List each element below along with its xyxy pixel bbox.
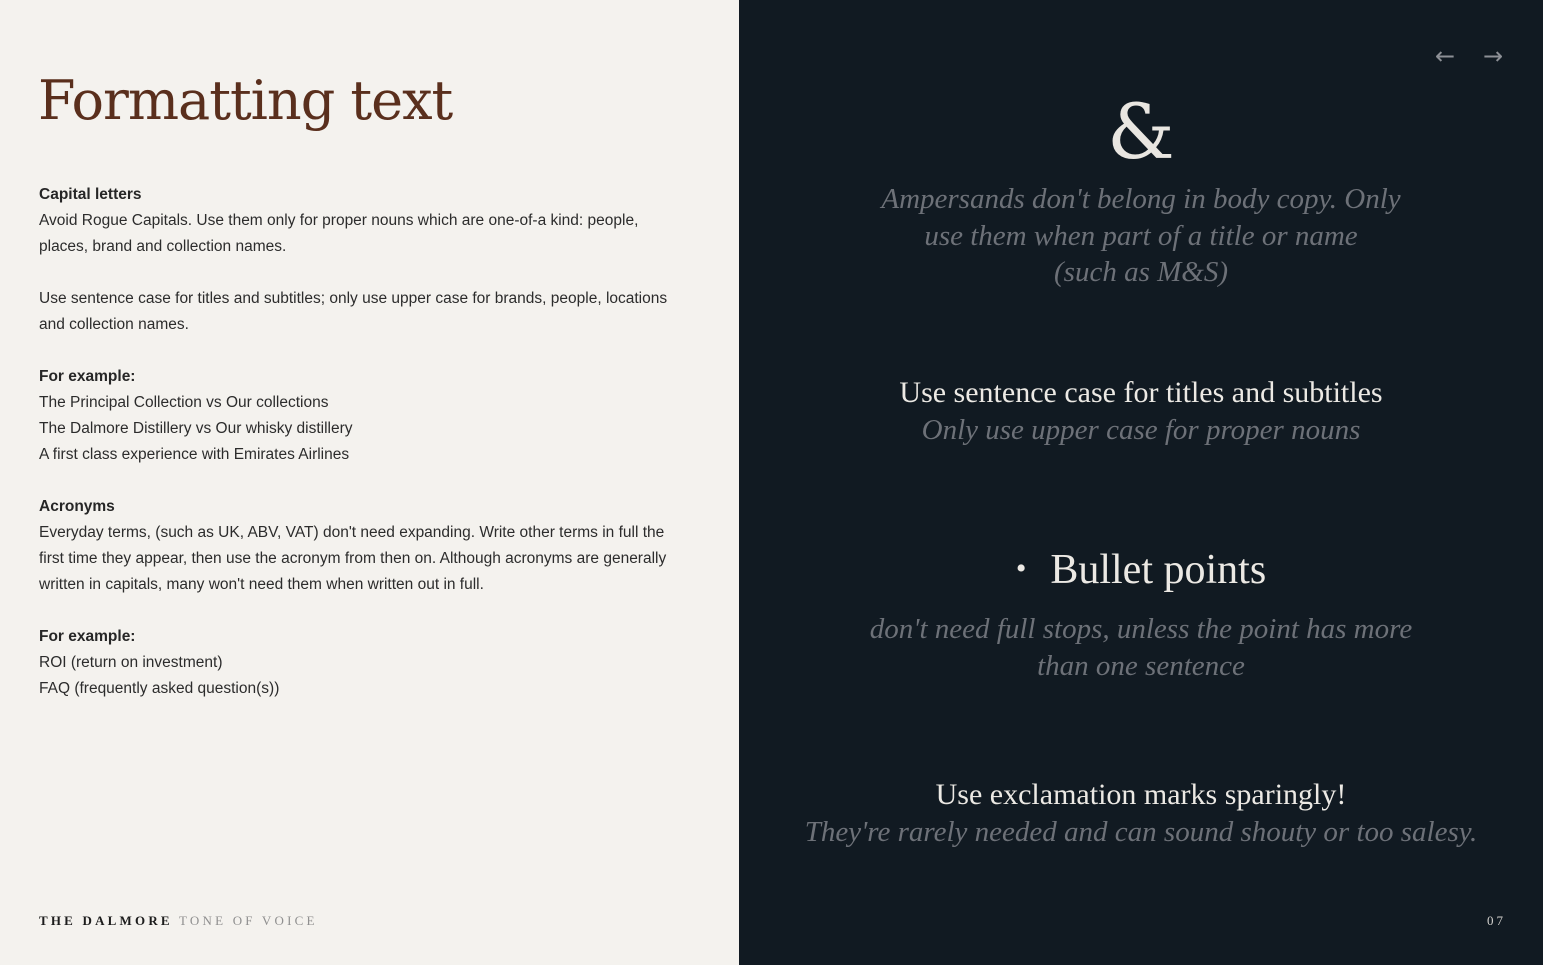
bullet-points-note-line: don't need full stops, unless the point has more xyxy=(869,613,1413,645)
exclamation-note: They're rarely needed and can sound shouty or too salesy. xyxy=(804,816,1478,848)
bullet-points-note xyxy=(739,611,1543,684)
page-number: 07 xyxy=(1487,913,1506,928)
acronyms-heading: Acronyms xyxy=(39,498,115,515)
capital-letters-heading: Capital letters xyxy=(39,186,142,203)
example-heading: For example: xyxy=(39,628,136,645)
capital-paragraph-2-line-1: Use sentence case for titles and subtitles; only use upper case for brands, people, locations xyxy=(39,290,668,307)
bullet-points-heading-row xyxy=(739,544,1543,595)
capital-paragraph-1-line-2: places, brand and collection names. xyxy=(39,238,287,255)
ampersand-note-line: Ampersands don't belong in body copy. Only xyxy=(881,183,1401,215)
example-item: FAQ (frequently asked question(s)) xyxy=(39,680,280,697)
footer-label xyxy=(39,913,318,929)
footer-brand: THE DALMORE xyxy=(39,913,173,928)
ampersand-glyph: & xyxy=(1107,87,1175,176)
bullet-points-note-line: than one sentence xyxy=(1037,649,1245,682)
example-item: The Principal Collection vs Our collections xyxy=(39,394,329,411)
capital-paragraph-2-line-2: and collection names. xyxy=(39,316,189,333)
acronyms-line-2: first time they appear, then use the acronym from then on. Although acronyms are generally xyxy=(39,550,667,567)
slide-navigation xyxy=(1431,40,1507,72)
example-item: ROI (return on investment) xyxy=(39,654,223,671)
bullet-points-heading: Bullet points xyxy=(1050,547,1267,593)
exclamation-heading: Use exclamation marks sparingly! xyxy=(935,778,1347,811)
ampersand-note-line: use them when part of a title or name xyxy=(924,219,1358,252)
ampersand-note xyxy=(739,181,1543,291)
arrow-left-icon[interactable]: ← xyxy=(1434,42,1456,70)
bullet-icon: • xyxy=(1015,552,1027,585)
footer-subtitle: TONE OF VOICE xyxy=(179,913,318,928)
arrow-right-icon[interactable]: → xyxy=(1482,42,1504,70)
guidelines-body xyxy=(39,182,679,702)
acronyms-line-3: written in capitals, many won't need them when written out in full. xyxy=(39,576,484,593)
example-heading: For example: xyxy=(39,368,136,385)
example-item: The Dalmore Distillery vs Our whisky distillery xyxy=(39,420,353,437)
acronyms-line-1: Everyday terms, (such as UK, ABV, VAT) don't need expanding. Write other terms in full the xyxy=(39,524,665,541)
sentence-case-heading: Use sentence case for titles and subtitles xyxy=(899,376,1383,409)
example-item: A first class experience with Emirates Airlines xyxy=(39,446,350,463)
capital-paragraph-1-line-1: Avoid Rogue Capitals. Use them only for proper nouns which are one-of-a kind: people, xyxy=(39,212,639,229)
page-title: Formatting text xyxy=(38,69,453,132)
sentence-case-subheading: Only use upper case for proper nouns xyxy=(921,414,1361,446)
left-panel xyxy=(0,0,739,965)
ampersand-note-line: (such as M&S) xyxy=(1054,256,1228,288)
